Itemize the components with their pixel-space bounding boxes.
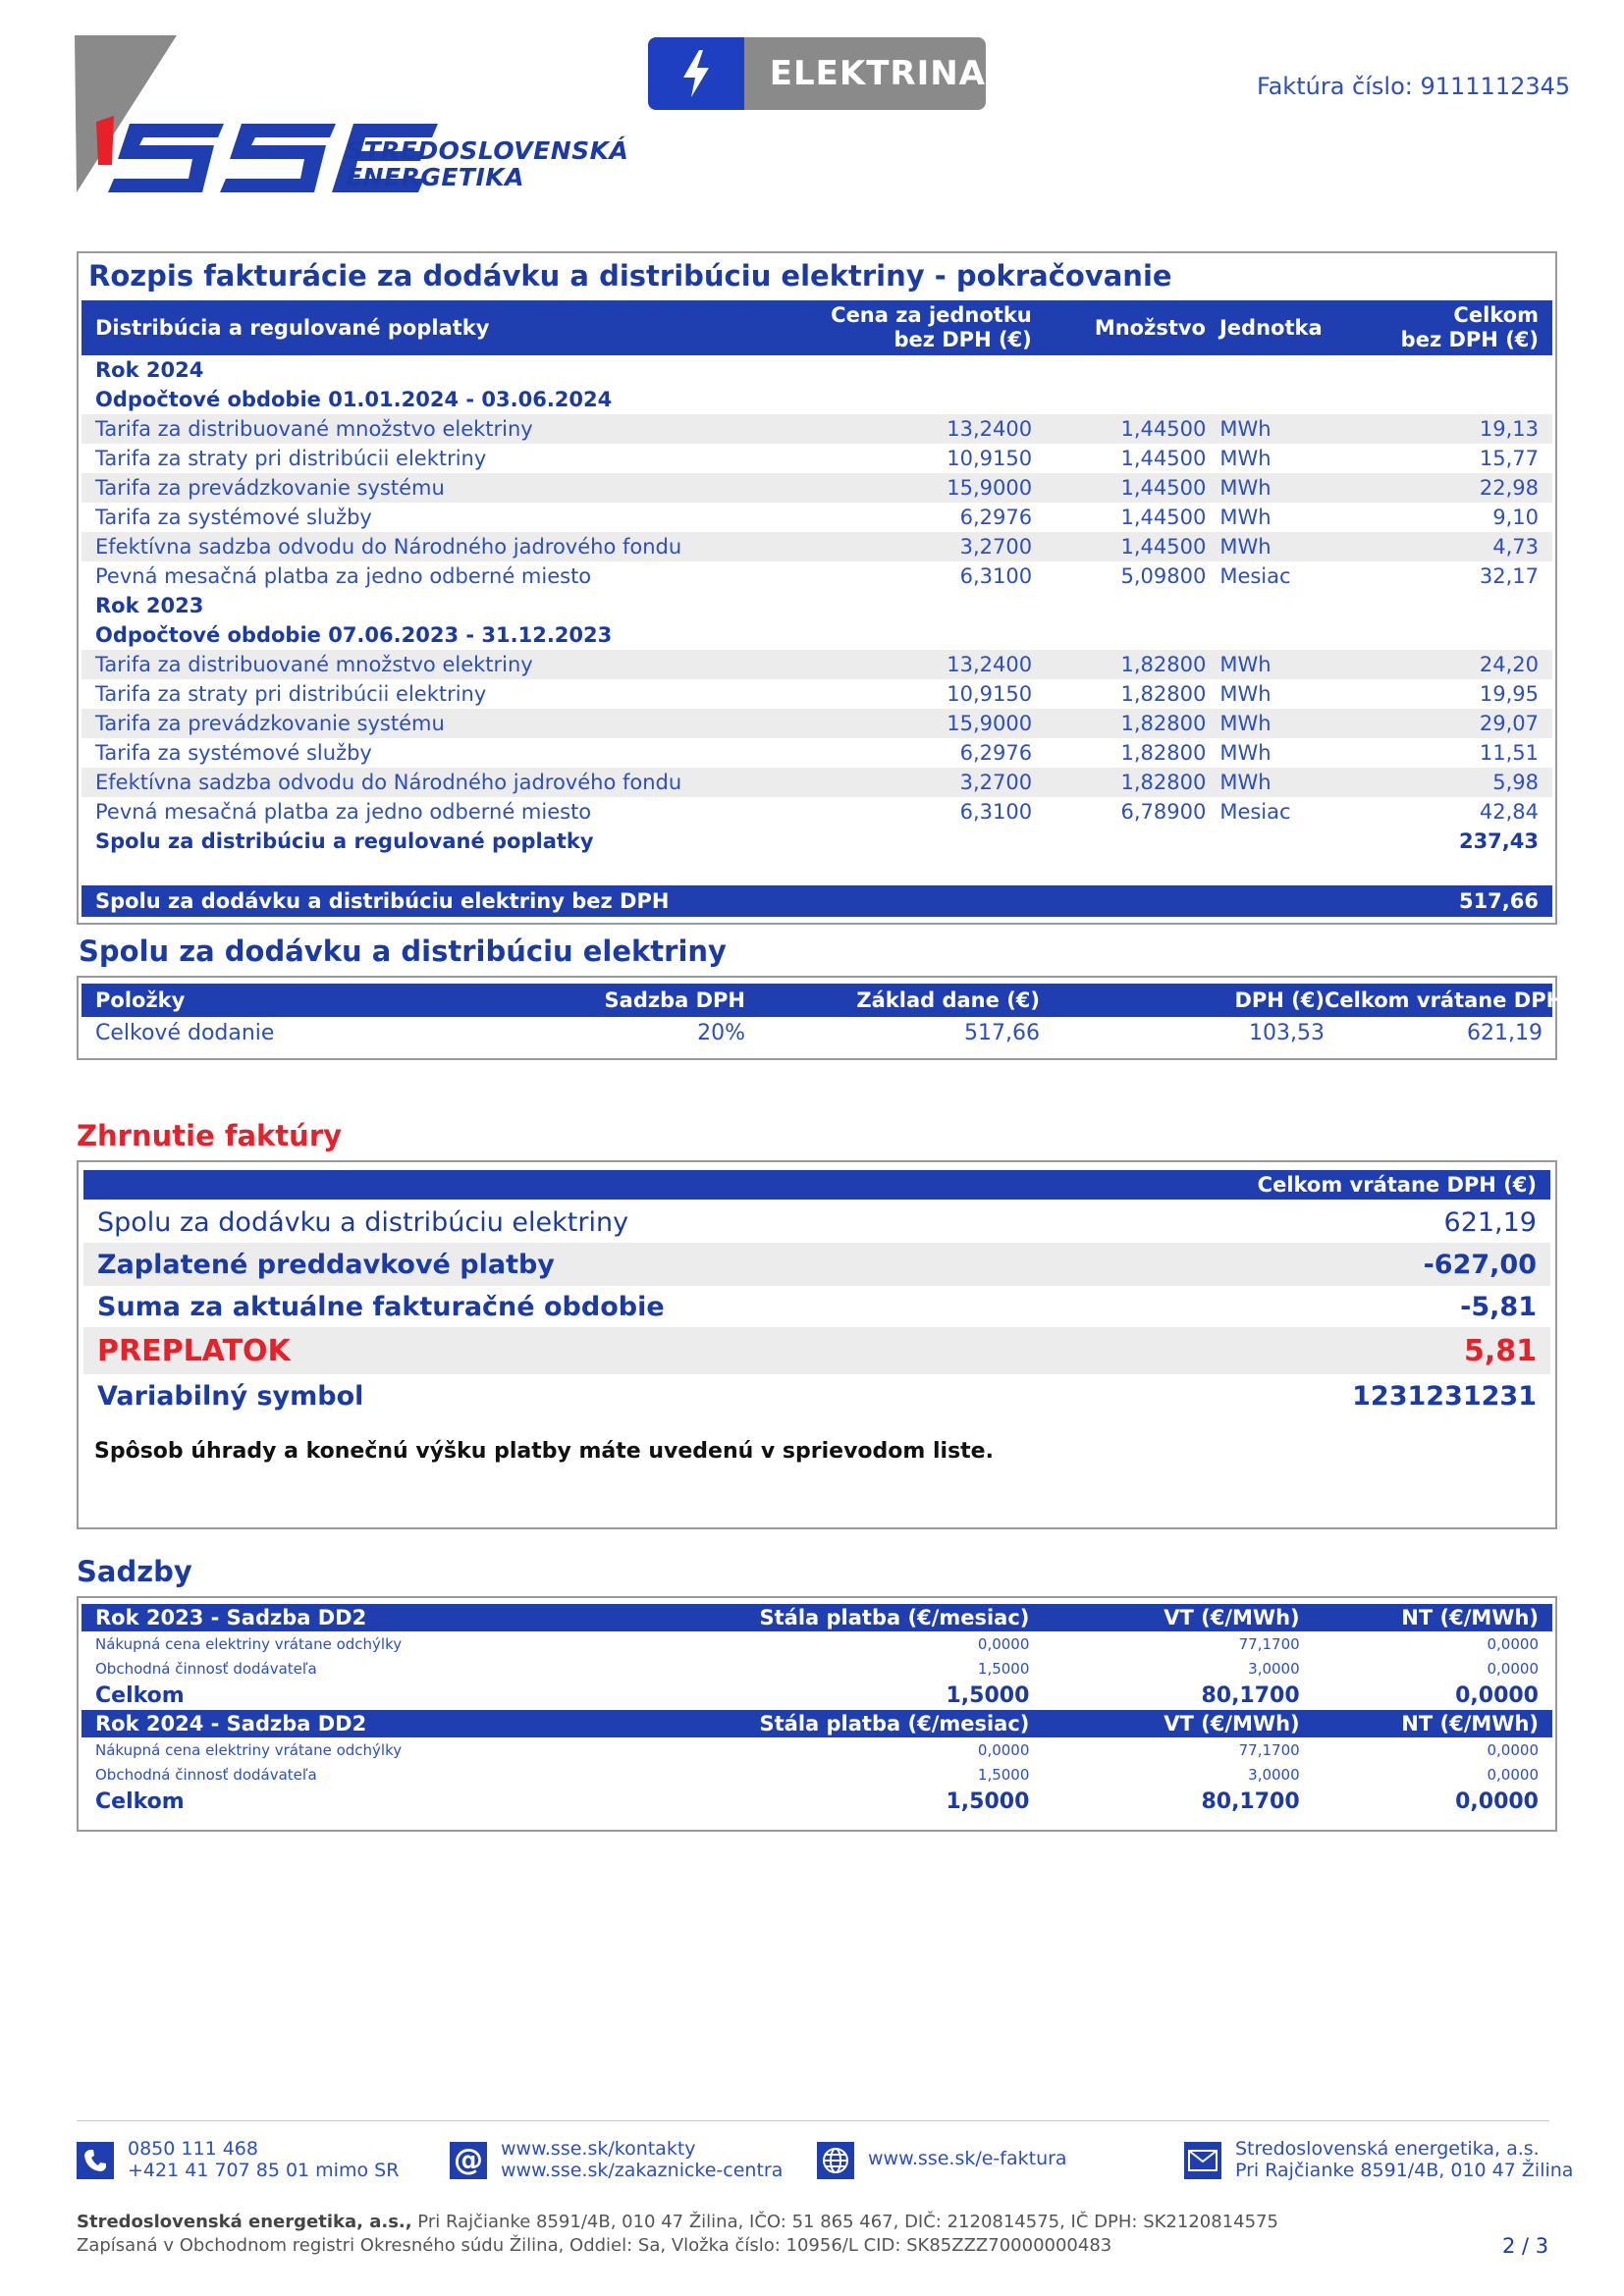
distribution-row: Efektívna sadzba odvodu do Národného jadrového fondu 3,2700 1,44500 MWh 4,73 [81,532,1552,561]
legal-info: Stredoslovenská energetika, a.s., Pri Rajčianke 8591/4B, 010 47 Žilina, IČO: 51 865 467, DIČ: 2120814575, IČ DPH: SK2120814575 Zapísaná v Obchodnom registri Okresného súdu Žilina, Oddiel: Sa, Vložka číslo: 10956/L CID: SK85ZZZ70000000483 [77,2212,1278,2256]
distribution-title: Rozpis fakturácie za dodávku a distribúciu elektriny - pokračovanie [88,259,1172,293]
contacts-link[interactable]: www.sse.sk/kontakty [501,2138,696,2160]
rates-row: Nákupná cena elektriny vrátane odchýlky 0,0000 77,1700 0,0000 [95,1740,1539,1759]
rates-row: Obchodná činnosť dodávateľa 1,5000 3,0000 0,0000 [95,1765,1539,1784]
footer-address [1184,2138,1573,2181]
rates-box [77,1596,1557,1832]
efaktura-link[interactable]: www.sse.sk/e-faktura [868,2148,1067,2169]
distribution-box [77,251,1557,925]
summary-header: Celkom vrátane DPH (€) [83,1170,1550,1200]
summary-row-advances: Zaplatené preddavkové platby -627,00 [83,1243,1550,1286]
payment-note: Spôsob úhrady a konečnú výšku platby máte uvedenú v sprievodom liste. [94,1439,994,1464]
rates-title: Sadzby [77,1555,192,1588]
rates-total-row: Celkom 1,5000 80,1700 0,0000 [95,1789,1539,1814]
at-icon: @ [450,2142,487,2179]
distribution-row: Pevná mesačná platba za jedno odberné miesto 6,3100 6,78900 Mesiac 42,84 [95,800,1539,824]
distribution-header: Distribúcia a regulované poplatky Cena za jednotku bez DPH (€) Množstvo Jednotka Celkom bez DPH (€) [81,300,1552,355]
globe-icon [817,2142,854,2179]
lightning-icon [648,37,744,110]
distribution-row: Tarifa za distribuované množstvo elektriny 13,2400 1,44500 MWh 19,13 [81,414,1552,444]
rates-row: Obchodná činnosť dodávateľa 1,5000 3,0000 0,0000 [95,1659,1539,1678]
page-number: 2 / 3 [1502,2234,1549,2258]
rates-total-row: Celkom 1,5000 80,1700 0,0000 [95,1682,1539,1708]
phone-number-abroad[interactable]: +421 41 707 85 01 mimo SR [128,2160,400,2181]
vat-box [77,976,1604,1060]
address-street: Pri Rajčianke 8591/4B, 010 47 Žilina [1235,2160,1574,2181]
rates-row: Nákupná cena elektriny vrátane odchýlky 0,0000 77,1700 0,0000 [95,1634,1539,1653]
rates-block-header: Rok 2024 - Sadzba DD2 Stála platba (€/mesiac) VT (€/MWh) NT (€/MWh) [81,1710,1552,1737]
address-company: Stredoslovenská energetika, a.s. [1235,2138,1540,2160]
distribution-row: Efektívna sadzba odvodu do Národného jadrového fondu 3,2700 1,82800 MWh 5,98 [81,768,1552,797]
phone-number[interactable]: 0850 111 468 [128,2138,258,2160]
rates-block-header: Rok 2023 - Sadzba DD2 Stála platba (€/mesiac) VT (€/MWh) NT (€/MWh) [81,1604,1552,1631]
distribution-row: Tarifa za straty pri distribúcii elektriny 10,9150 1,44500 MWh 15,77 [95,447,1539,470]
vat-title: Spolu za dodávku a distribúciu elektriny [79,934,727,968]
summary-row-variable-symbol: Variabilný symbol 1231231231 [97,1380,1537,1412]
distribution-grand-total: Spolu za dodávku a distribúciu elektriny bez DPH 517,66 [81,885,1552,917]
summary-title: Zhrnutie faktúry [77,1119,343,1152]
summary-row-period-sum: Suma za aktuálne fakturačné obdobie -5,81 [97,1291,1537,1322]
distribution-subtotal-row: Spolu za distribúciu a regulované poplatky 237,43 [95,829,1539,853]
summary-row-overpayment: PREPLATOK 5,81 [83,1327,1550,1374]
distribution-row: Tarifa za distribuované množstvo elektriny 13,2400 1,82800 MWh 24,20 [81,650,1552,679]
phone-icon [77,2142,114,2179]
year-2023-label: Rok 2023 [95,594,204,617]
distribution-row: Tarifa za straty pri distribúcii elektriny 10,9150 1,82800 MWh 19,95 [95,682,1539,706]
period-2024-label: Odpočtové obdobie 01.01.2024 - 03.06.2024 [95,388,613,411]
badge-label: ELEKTRINA [744,37,986,110]
customer-centers-link[interactable]: www.sse.sk/zakaznicke-centra [501,2160,784,2181]
summary-box [77,1160,1557,1529]
envelope-icon [1184,2142,1221,2179]
distribution-row: Pevná mesačná platba za jedno odberné miesto 6,3100 5,09800 Mesiac 32,17 [95,564,1539,588]
company-name-logo: STREDOSLOVENSKÁ ENERGETIKA [346,136,629,191]
footer-web [450,2138,783,2181]
period-2023-label: Odpočtové obdobie 07.06.2023 - 31.12.2023 [95,623,613,647]
invoice-number: Faktúra číslo: 9111112345 [1257,73,1571,100]
year-2024-label: Rok 2024 [95,358,204,382]
footer-efaktura [817,2138,1067,2179]
distribution-rows [81,355,1552,856]
distribution-row: Tarifa za prevádzkovanie systému 15,9000 1,82800 MWh 29,07 [81,709,1552,738]
summary-rows [83,1201,1550,1417]
vat-row: Celkové dodanie 20% 517,66 103,53 621,19 [95,1020,1543,1045]
footer-phone [77,2138,399,2181]
summary-row-supply: Spolu za dodávku a distribúciu elektriny 621,19 [97,1206,1537,1238]
distribution-row: Tarifa za systémové služby 6,2976 1,82800 MWh 11,51 [95,741,1539,765]
distribution-row: Tarifa za systémové služby 6,2976 1,44500 MWh 9,10 [95,506,1539,529]
footer-divider [77,2120,1549,2121]
product-badge [648,37,986,110]
distribution-row: Tarifa za prevádzkovanie systému 15,9000 1,44500 MWh 22,98 [81,473,1552,503]
vat-header: Položky Sadzba DPH Základ dane (€) DPH (€) Celkom vrátane DPH (€) [81,984,1552,1017]
